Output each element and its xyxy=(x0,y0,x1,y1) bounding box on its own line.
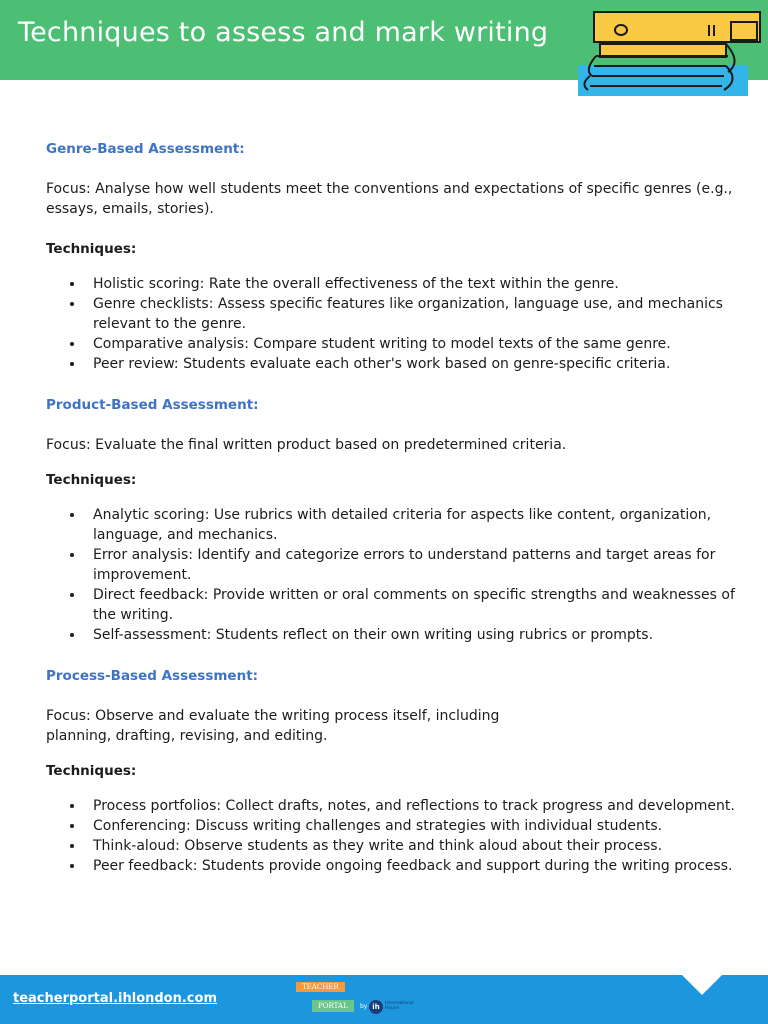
list-item: Process portfolios: Collect drafts, notes, and reflections to track progress and development. xyxy=(46,796,736,816)
logo-portal-label: PORTAL xyxy=(312,1000,354,1012)
techniques-list xyxy=(46,505,736,645)
page-footer xyxy=(0,975,768,1024)
techniques-label: Techniques: xyxy=(46,241,137,257)
focus-text: Focus: Analyse how well students meet the conventions and expectations of specific genres (e.g., essays, emails, stories). xyxy=(46,181,733,217)
section-title: Process-Based Assessment: xyxy=(46,668,259,684)
section-product xyxy=(46,397,736,645)
techniques-label: Techniques: xyxy=(46,472,137,488)
content xyxy=(46,141,736,876)
section-genre xyxy=(46,141,736,374)
list-item: Self-assessment: Students reflect on their own writing using rubrics or prompts. xyxy=(46,625,736,645)
focus-text: Focus: Evaluate the final written product based on predetermined criteria. xyxy=(46,437,567,453)
section-title: Product-Based Assessment: xyxy=(46,397,259,413)
list-item: Peer review: Students evaluate each other's work based on genre-specific criteria. xyxy=(46,354,736,374)
list-item: Holistic scoring: Rate the overall effectiveness of the text within the genre. xyxy=(46,274,736,294)
website-link[interactable]: teacherportal.ihlondon.com xyxy=(13,991,217,1006)
page-title: Techniques to assess and mark writing xyxy=(18,17,549,48)
list-item: Think-aloud: Observe students as they write and think aloud about their process. xyxy=(46,836,736,856)
list-item: Comparative analysis: Compare student writing to model texts of the same genre. xyxy=(46,334,736,354)
books-stack-icon xyxy=(576,10,766,100)
logo-teacher-label: TEACHER xyxy=(296,982,345,992)
list-item: Peer feedback: Students provide ongoing feedback and support during the writing process. xyxy=(46,856,736,876)
section-process xyxy=(46,668,736,876)
page-header xyxy=(0,0,768,80)
list-item: Conferencing: Discuss writing challenges and strategies with individual students. xyxy=(46,816,736,836)
ih-logo-text: International House xyxy=(385,1001,414,1011)
list-item: Error analysis: Identify and categorize errors to understand patterns and target areas for improvement. xyxy=(46,545,736,585)
list-item: Direct feedback: Provide written or oral comments on specific strengths and weaknesses of the writing. xyxy=(46,585,736,625)
list-item: Genre checklists: Assess specific features like organization, language use, and mechanics relevant to the genre. xyxy=(46,294,736,334)
footer-notch xyxy=(682,975,722,995)
ih-logo-icon: ih xyxy=(369,1000,383,1014)
techniques-label: Techniques: xyxy=(46,763,137,779)
teacher-portal-logo xyxy=(294,980,424,1020)
focus-text: Focus: Observe and evaluate the writing process itself, including planning, drafting, revising, and editing. xyxy=(46,708,500,744)
logo-by-label: by xyxy=(360,1003,368,1010)
list-item: Analytic scoring: Use rubrics with detailed criteria for aspects like content, organization, language, and mechanics. xyxy=(46,505,736,545)
section-title: Genre-Based Assessment: xyxy=(46,141,245,157)
techniques-list xyxy=(46,796,736,876)
techniques-list xyxy=(46,274,736,374)
